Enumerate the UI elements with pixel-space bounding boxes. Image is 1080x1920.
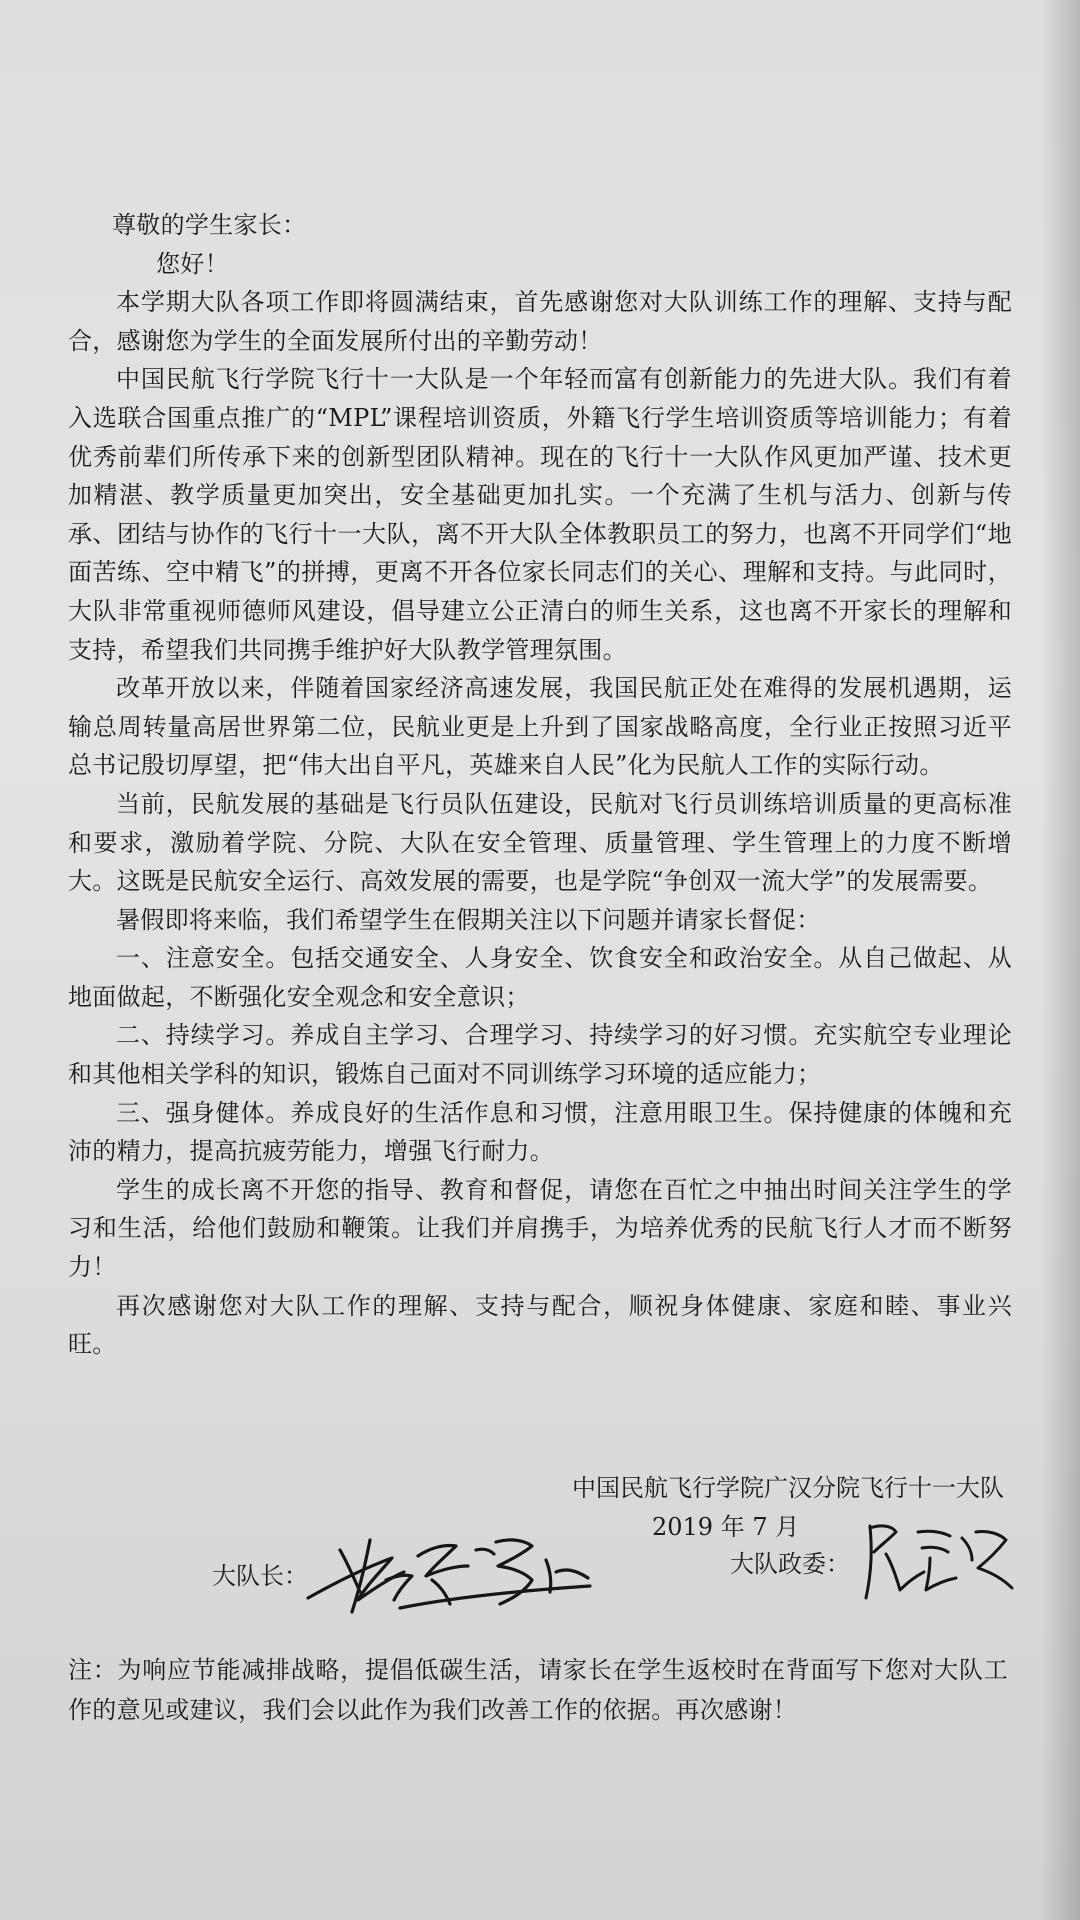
commissar-label: 大队政委：: [730, 1550, 850, 1578]
paragraph-closing-thanks: 再次感谢您对大队工作的理解、支持与配合，顺祝身体健康、家庭和睦、事业兴旺。: [68, 1291, 1012, 1359]
paragraph-current: 当前，民航发展的基础是飞行员队伍建设，民航对飞行员训练培训质量的更高标准和要求，激励着学院、分院、大队在安全管理、质量管理、学生管理上的力度不断增大。这既是民航安全运行、高效发展的需要，也是学院“争创双一流大学”的发展需要。: [68, 789, 1012, 896]
paragraph-brigade-intro: 中国民航飞行学院飞行十一大队是一个年轻而富有创新能力的先进大队。我们有着入选联合国重点推广的“MPL”课程培训资质，外籍飞行学生培训资质等培训能力；有着优秀前辈们所传承下来的创新型团队精神。现在的飞行十一大队作风更加严谨、技术更加精湛、教学质量更加突出，安全基础更加扎实。一个充满了生机与活力、创新与传承、团结与协作的飞行十一大队，离不开大队全体教职员工的努力，也离不开同学们“地面苦练、空中精飞”的拼搏，更离不开各位家长同志们的关心、理解和支持。与此同时，大队非常重视师德师风建设，倡导建立公正清白的师生关系，这也离不开家长的理解和支持，希望我们共同携手维护好大队教学管理氛围。: [68, 365, 1012, 664]
paragraph-reform: 改革开放以来，伴随着国家经济高速发展，我国民航正处在难得的发展机遇期，运输总周转量高居世界第二位，民航业更是上升到了国家战略高度，全行业正按照习近平总书记殷切厚望，把“伟大出自平凡，英雄来自人民”化为民航人工作的实际行动。: [68, 674, 1012, 780]
commissar-signature-icon: [860, 1518, 1020, 1604]
paragraph-summer-intro: 暑假即将来临，我们希望学生在假期关注以下问题并请家长督促：: [116, 905, 821, 934]
salutation: 尊敬的学生家长：: [112, 211, 307, 239]
letter-body: [68, 206, 1012, 1364]
paragraph-item-health: 三、强身健体。养成良好的生活作息和习惯，注意用眼卫生。保持健康的体魄和充沛的精力，提高抗疲劳能力，增强飞行耐力。: [68, 1098, 1012, 1166]
paragraph-thanks: 本学期大队各项工作即将圆满结束，首先感谢您对大队训练工作的理解、支持与配合，感谢您为学生的全面发展所付出的辛勤劳动！: [68, 288, 1012, 355]
footnote: 注：为响应节能减排战略，提倡低碳生活，请家长在学生返校时在背面写下您对大队工作的意见或建议，我们会以此作为我们改善工作的依据。再次感谢！: [68, 1656, 1008, 1724]
captain-label: 大队长：: [212, 1562, 308, 1590]
captain-signature-icon: [300, 1520, 600, 1620]
letter-date: 2019 年 7 月: [652, 1513, 800, 1541]
paragraph-item-study: 二、持续学习。养成自主学习、合理学习、持续学习的好习惯。充实航空专业理论和其他相关学科的知识，锻炼自己面对不同训练学习环境的适应能力；: [68, 1021, 1012, 1089]
sender-organization: 中国民航飞行学院广汉分院飞行十一大队: [572, 1474, 1004, 1502]
paragraph-item-safety: 一、注意安全。包括交通安全、人身安全、饮食安全和政治安全。从自己做起、从地面做起，不断强化安全观念和安全意识；: [68, 944, 1012, 1011]
greeting: 您好！: [156, 249, 229, 278]
paragraph-guidance: 学生的成长离不开您的指导、教育和督促，请您在百忙之中抽出时间关注学生的学习和生活，给他们鼓励和鞭策。让我们并肩携手，为培养优秀的民航飞行人才而不断努力！: [68, 1175, 1012, 1282]
